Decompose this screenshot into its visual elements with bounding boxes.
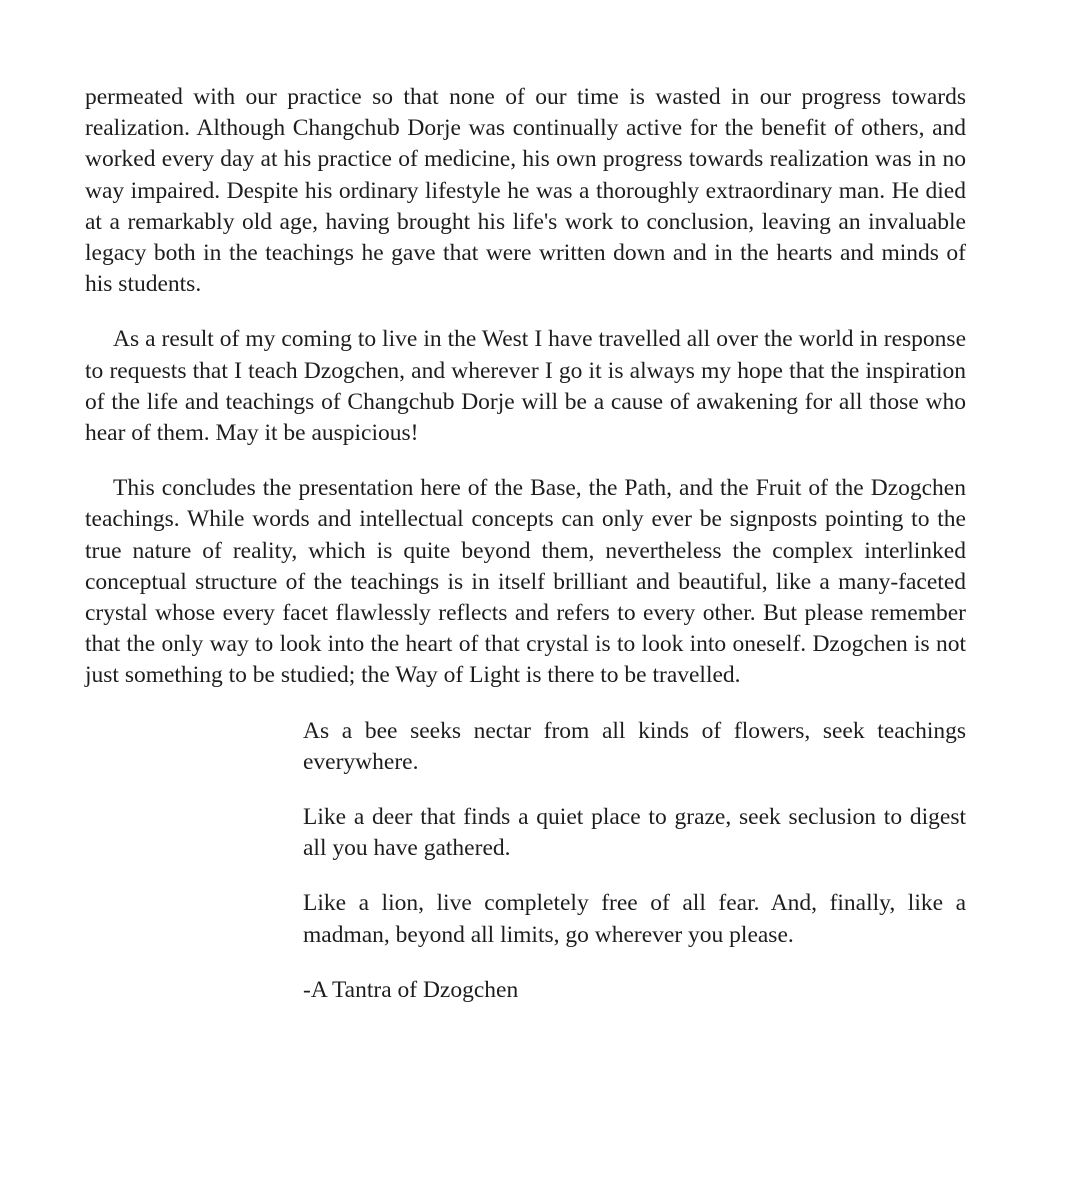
body-paragraph-2: As a result of my coming to live in the West I have travelled all over the world in response to requests that I teach Dzogchen, and wherever I go it is always my hope that the inspiration of the life and teachings of Changchub Dorje will be a cause of awakening for all those who hear of them. May it be auspicious! <box>85 326 966 447</box>
quote-attribution: -A Tantra of Dzogchen <box>303 976 519 1003</box>
quote-line-2: Like a deer that finds a quiet place to graze, seek seclusion to digest all you have gathered. <box>303 804 966 862</box>
quote-line-3: Like a lion, live completely free of all fear. And, finally, like a madman, beyond all limits, go wherever you please. <box>303 890 966 948</box>
body-paragraph-1: permeated with our practice so that none of our time is wasted in our progress towards realization. Although Changchub Dorje was continually active for the benefit of others, and worked every day at his practice of medicine, his own progress towards realization was in no way impaired. Despite his ordinary lifestyle he was a thoroughly extraordinary man. He died at a remarkably old age, having brought his life's work to conclusion, leaving an invaluable legacy both in the teachings he gave that were written down and in the hearts and minds of his students. <box>85 84 966 298</box>
page-content <box>85 82 966 1030</box>
epigraph-quote <box>303 716 966 1006</box>
quote-line-1: As a bee seeks nectar from all kinds of flowers, seek teachings everywhere. <box>303 717 966 775</box>
body-paragraph-3: This concludes the presentation here of the Base, the Path, and the Fruit of the Dzogchen teachings. While words and intellectual concepts can only ever be signposts pointing to the true nature of reality, which is quite beyond them, nevertheless the complex interlinked conceptual structure of the teachings is in itself brilliant and beautiful, like a many-faceted crystal whose every facet flawlessly reflects and refers to every other. But please remember that the only way to look into the heart of that crystal is to look into oneself. Dzogchen is not just something to be studied; the Way of Light is there to be travelled. <box>85 475 966 689</box>
